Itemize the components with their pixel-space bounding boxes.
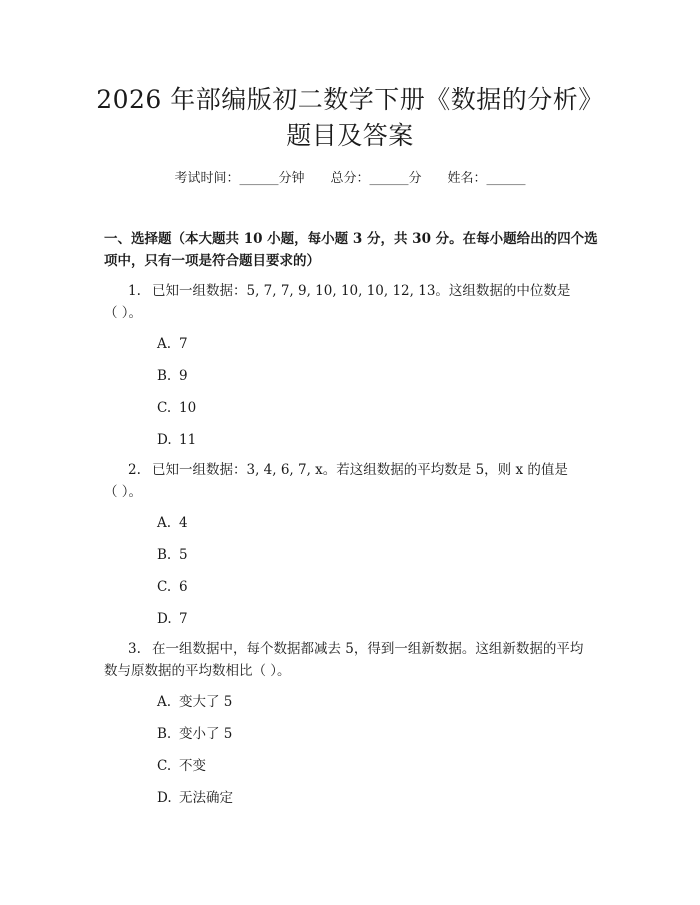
question-2 bbox=[104, 459, 609, 503]
option-3b bbox=[157, 724, 232, 744]
exam-meta bbox=[0, 170, 700, 188]
option-text: 不变 bbox=[179, 758, 206, 774]
option-1d bbox=[157, 430, 196, 450]
option-text: 9 bbox=[179, 368, 188, 384]
option-letter: B. bbox=[157, 726, 172, 742]
option-text: 10 bbox=[179, 400, 197, 416]
option-2b bbox=[157, 545, 188, 565]
option-1b bbox=[157, 366, 188, 386]
option-text: 变大了 5 bbox=[179, 694, 233, 710]
option-text: 6 bbox=[179, 579, 188, 595]
option-letter: C. bbox=[157, 579, 172, 595]
option-letter: A. bbox=[157, 515, 172, 531]
exam-time: 考试时间：______分钟 bbox=[174, 171, 305, 186]
option-text: 11 bbox=[179, 432, 197, 448]
document-title-line1: 2026 年部编版初二数学下册《数据的分析》 bbox=[96, 85, 604, 114]
question-text-line1: 已知一组数据：5, 7, 7, 9, 10, 10, 10, 12, 13。这组数据的中位数是 bbox=[152, 283, 571, 299]
option-text: 4 bbox=[179, 515, 188, 531]
document-title-line2: 题目及答案 bbox=[286, 121, 414, 150]
option-letter: C. bbox=[157, 400, 172, 416]
exam-name: 姓名：______ bbox=[447, 171, 526, 186]
option-letter: B. bbox=[157, 368, 172, 384]
option-3d bbox=[157, 788, 233, 808]
question-number: 1. bbox=[128, 283, 141, 299]
option-text: 7 bbox=[179, 336, 188, 352]
option-2a bbox=[157, 513, 188, 533]
question-1 bbox=[104, 280, 609, 324]
question-number: 2. bbox=[128, 462, 141, 478]
question-text-line1: 在一组数据中，每个数据都减去 5，得到一组新数据。这组新数据的平均 bbox=[152, 641, 584, 657]
option-letter: C. bbox=[157, 758, 172, 774]
option-3a bbox=[157, 692, 232, 712]
question-text-line2: 数与原数据的平均数相比（ ）。 bbox=[104, 663, 291, 679]
question-text-line1: 已知一组数据：3, 4, 6, 7, x。若这组数据的平均数是 5，则 x 的值是 bbox=[152, 462, 568, 478]
exam-score: 总分：______分 bbox=[330, 171, 422, 186]
option-1a bbox=[157, 334, 188, 354]
section-heading-line2: 项中，只有一项是符合题目要求的） bbox=[104, 253, 320, 269]
question-number: 3. bbox=[128, 641, 141, 657]
option-2d bbox=[157, 609, 188, 629]
option-text: 7 bbox=[179, 611, 188, 627]
option-text: 5 bbox=[179, 547, 188, 563]
option-letter: B. bbox=[157, 547, 172, 563]
section-heading-line1: 一、选择题（本大题共 10 小题，每小题 3 分，共 30 分。在每小题给出的四个选 bbox=[104, 231, 598, 247]
option-3c bbox=[157, 756, 206, 776]
option-letter: D. bbox=[157, 432, 172, 448]
option-letter: D. bbox=[157, 790, 172, 806]
question-3 bbox=[104, 638, 609, 682]
option-letter: A. bbox=[157, 336, 172, 352]
option-letter: A. bbox=[157, 694, 172, 710]
option-2c bbox=[157, 577, 188, 597]
option-1c bbox=[157, 398, 196, 418]
question-text-line2: （ ）。 bbox=[104, 305, 143, 321]
option-text: 无法确定 bbox=[179, 790, 233, 806]
question-text-line2: （ ）。 bbox=[104, 484, 143, 500]
section-heading bbox=[104, 228, 609, 272]
option-letter: D. bbox=[157, 611, 172, 627]
option-text: 变小了 5 bbox=[179, 726, 233, 742]
